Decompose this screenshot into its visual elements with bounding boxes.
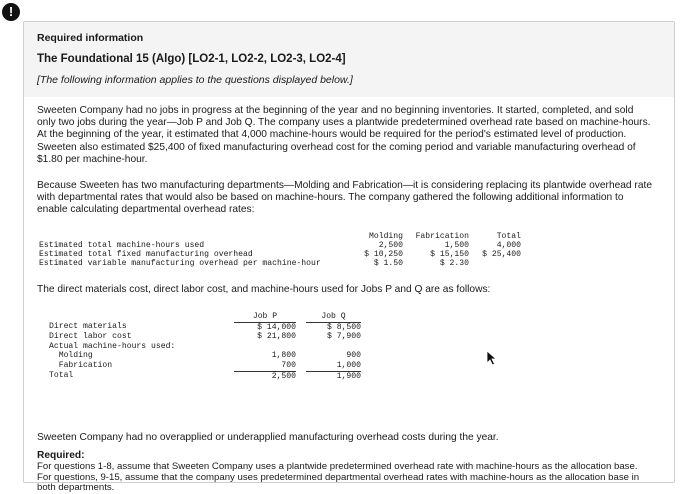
row-label: Molding	[49, 351, 93, 361]
intro-paragraph: Sweeten Company had no jobs in progress at the beginning of the year and no beginning inventories. It started, completed, and sold only two jobs during the year—Job P and Job Q. The company uses a plantwide predetermined overhead rate based on machine-hours. At the beginning of the year, it estimated that 4,000 machine-hours would be required for the period's estimated level of production. Sweeten also estimated $25,400 of fixed manufacturing overhead cost for the coming period and variable manufacturing overhead of $1.80 per machine-hour.	[37, 105, 651, 165]
departments-paragraph: Because Sweeten has two manufacturing departments—Molding and Fabrication—it is considering replacing its plantwide overhead rate with departmental rates that would also be based on machine-hours. The company gathered the following additional information to enable calculating departmental overhead rates:	[37, 180, 652, 216]
row-label: Direct materials	[49, 322, 127, 332]
cell-job-p-total: 2,500	[234, 371, 296, 381]
table-total-row	[49, 371, 361, 381]
table-row	[49, 322, 361, 332]
cell-job-q-total: 1,900	[306, 371, 361, 381]
required-information-label: Required information	[37, 32, 144, 44]
col-header-molding: Molding	[369, 232, 403, 241]
cell-job-p: $ 14,000	[257, 322, 296, 332]
row-label: Estimated total fixed manufacturing overhead	[39, 250, 253, 259]
table-header-row	[49, 312, 361, 322]
row-label: Total	[49, 371, 74, 381]
cell-fabrication: 1,500	[444, 241, 469, 250]
cell-molding: $ 10,250	[364, 250, 403, 259]
table-row	[39, 241, 521, 250]
cell-job-p: $ 21,800	[257, 332, 296, 342]
cell-total	[469, 259, 521, 268]
row-label: Fabrication	[49, 360, 113, 370]
alert-icon: !	[2, 3, 20, 21]
instruction-note: [The following information applies to the questions displayed below.]	[37, 74, 353, 86]
table-row	[49, 351, 361, 361]
row-label: Estimated variable manufacturing overhead per machine-hour	[39, 259, 321, 268]
cell-fabrication: $ 15,150	[430, 250, 469, 259]
cell-job-q: $ 8,500	[327, 322, 361, 332]
question-card	[23, 21, 675, 494]
cell-molding: 2,500	[378, 241, 403, 250]
row-label: Estimated total machine-hours used	[39, 241, 205, 250]
col-header-fabrication: Fabrication	[415, 232, 469, 241]
col-header-total: Total	[496, 232, 521, 241]
required-text: For questions 1-8, assume that Sweeten Company uses a plantwide predetermined overhead rate with machine-hours as the allocation base. For questions, 9-15, assume that the company uses predetermined departmental overhead rates with machine-hours as the allocation base in both departments.	[37, 461, 640, 494]
cell-job-q: 1,000	[336, 360, 361, 370]
card-header	[24, 22, 674, 97]
table-row	[49, 361, 361, 371]
cell-job-q: $ 7,900	[327, 332, 361, 342]
row-label: Actual machine-hours used:	[49, 341, 176, 351]
required-label: Required:	[37, 450, 85, 461]
cell-fabrication: $ 2.30	[439, 259, 469, 268]
cell-total: $ 25,400	[482, 250, 521, 259]
cell-job-p: 700	[281, 360, 296, 370]
mouse-cursor-icon	[486, 350, 498, 366]
cell-molding: $ 1.50	[373, 259, 403, 268]
cell-total: 4,000	[496, 241, 521, 250]
cell-job-p: 1,800	[271, 351, 296, 361]
col-header-job-q: Job Q	[306, 312, 361, 322]
page-title: The Foundational 15 (Algo) [LO2-1, LO2-2, LO2-3, LO2-4]	[37, 53, 346, 65]
cell-job-q: 900	[346, 351, 361, 361]
table-header-row	[39, 232, 521, 241]
table-row	[39, 259, 521, 268]
col-header-job-p: Job P	[234, 312, 296, 322]
table-row	[39, 250, 521, 259]
row-label: Direct labor cost	[49, 332, 132, 342]
job-costs-table	[49, 312, 361, 381]
table-row	[49, 332, 361, 342]
jobs-paragraph: The direct materials cost, direct labor cost, and machine-hours used for Jobs P and Q are as follows:	[37, 284, 491, 295]
departmental-estimates-table	[39, 232, 521, 268]
table-row	[49, 342, 361, 352]
overhead-paragraph: Sweeten Company had no overapplied or underapplied manufacturing overhead costs during the year.	[37, 432, 499, 443]
